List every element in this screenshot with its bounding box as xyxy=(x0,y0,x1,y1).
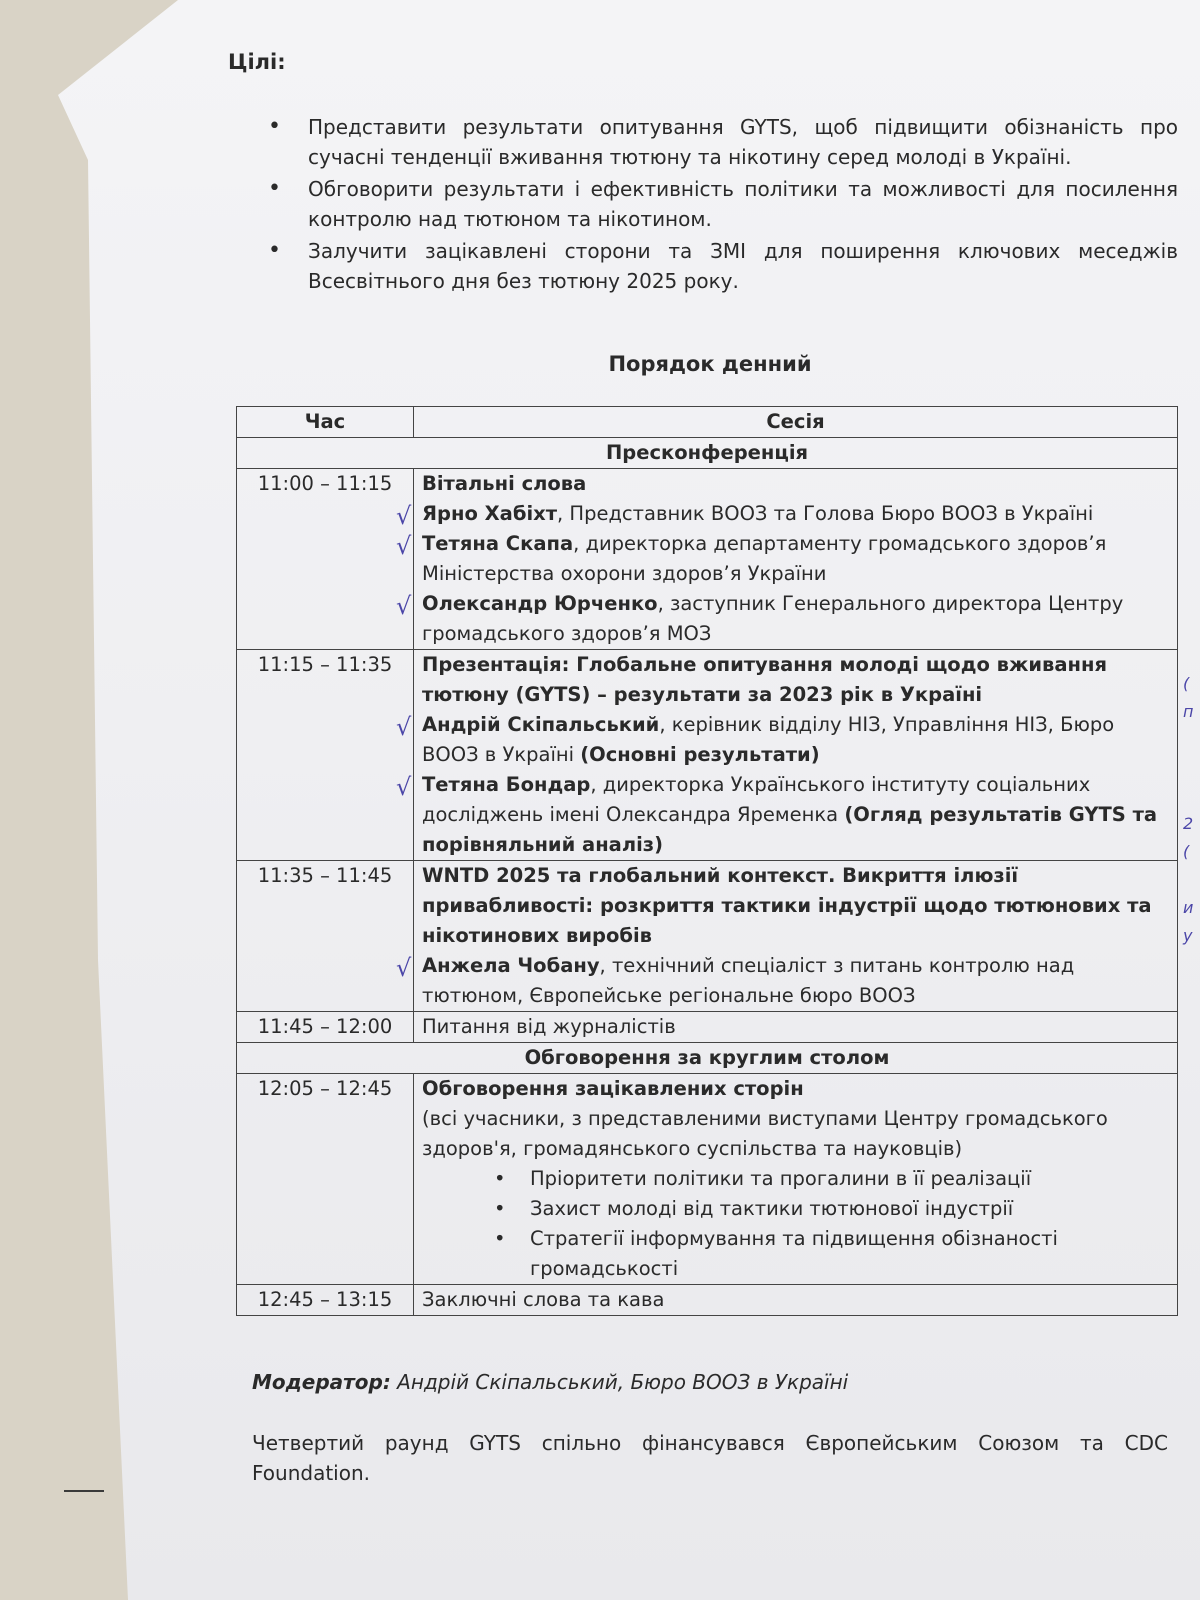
margin-mark: 2 xyxy=(1183,814,1194,833)
margin-mark xyxy=(1183,782,1193,810)
list-item: • Пріоритети політики та прогалини в її реалізації xyxy=(494,1164,1169,1194)
moderator-label: Модератор: xyxy=(252,1370,391,1394)
speaker xyxy=(396,589,1169,649)
speaker-note: (Огляд результатів GYTS та порівняльний аналіз) xyxy=(422,803,1158,856)
speaker-note: (Основні результати) xyxy=(580,743,820,766)
table-header-row xyxy=(237,407,1178,438)
speaker-role: , Представник ВООЗ та Голова Бюро ВООЗ в Україні xyxy=(557,502,1094,525)
speaker-role: , заступник Генерального директора Центру громадського здоров’я МОЗ xyxy=(422,592,1124,645)
handwritten-margin-notes xyxy=(1183,670,1193,950)
check-mark-icon: √ xyxy=(396,532,412,560)
check-mark-icon: √ xyxy=(396,502,412,530)
session-cell xyxy=(396,650,1178,861)
session-description: (всі учасники, з представленими виступами Центру громадського здоров'я, громадянського суспільства та науковців) xyxy=(422,1107,1108,1160)
speaker-name: Тетяна Скапа xyxy=(422,532,574,555)
speaker-name: Анжела Чобану xyxy=(422,954,600,977)
table-row xyxy=(237,1074,1178,1285)
list-item: • Захист молоді від тактики тютюнової індустрії xyxy=(494,1194,1169,1224)
section-round-table: Обговорення за круглим столом xyxy=(237,1043,1178,1074)
funding-note: Четвертий раунд GYTS спільно фінансувався Європейським Союзом та CDC Foundation. xyxy=(252,1431,1168,1485)
goals-heading: Цілі: xyxy=(228,50,286,74)
pen-stroke xyxy=(64,1490,104,1492)
agenda-table xyxy=(236,406,1178,1316)
speaker-name: Тетяна Бондар xyxy=(422,773,591,796)
speaker-name: Андрій Скіпальський xyxy=(422,713,660,736)
check-mark-icon: √ xyxy=(396,954,412,982)
moderator-text: Андрій Скіпальський, Бюро ВООЗ в Україні xyxy=(390,1370,849,1394)
session-cell: Питання від журналістів xyxy=(414,1012,1178,1043)
session-cell xyxy=(396,861,1178,1012)
session-title: WNTD 2025 та глобальний контекст. Викриття ілюзії привабливості: розкриття тактики індустрії щодо тютюнових та нікотинових виробів xyxy=(422,864,1152,947)
margin-mark: у xyxy=(1183,926,1193,945)
speaker-name: Ярно Хабіхт xyxy=(422,502,558,525)
speaker-role: , директорка департаменту громадського здоров’я Міністерства охорони здоров’я України xyxy=(422,532,1107,585)
session-title: Вітальні слова xyxy=(422,472,587,495)
speaker-role: , технічний спеціаліст з питань контролю над тютюном, Європейське регіональне бюро ВООЗ xyxy=(422,954,1075,1007)
margin-mark xyxy=(1183,866,1193,894)
margin-mark: п xyxy=(1183,702,1194,721)
speaker-role: , керівник відділу НІЗ, Управління НІЗ, Бюро ВООЗ в Україні xyxy=(422,713,1115,766)
topics-list xyxy=(422,1164,1169,1284)
goal-item: • Представити результати опитування GYTS, щоб підвищити обізнаність про сучасні тенденції вживання тютюну та нікотину серед молоді в Україні. xyxy=(268,112,1178,172)
speaker-role: , директорка Українського інституту соціальних досліджень імені Олександра Яременка xyxy=(422,773,1091,826)
goal-item: • Обговорити результати і ефективність політики та можливості для посилення контролю над тютюном та нікотином. xyxy=(268,174,1178,234)
table-row xyxy=(237,861,1178,1012)
goal-item: • Залучити зацікавлені сторони та ЗМІ для поширення ключових меседжів Всесвітнього дня без тютюну 2025 року. xyxy=(268,236,1178,296)
check-mark-icon: √ xyxy=(396,592,412,620)
table-row xyxy=(237,1012,1178,1043)
goals-list xyxy=(268,112,1178,298)
session-cell xyxy=(396,469,1178,650)
time-cell: 11:15 – 11:35 xyxy=(237,650,414,861)
speaker xyxy=(396,951,1169,1011)
list-item: • Стратегії інформування та підвищення обізнаності громадськості xyxy=(494,1224,1169,1284)
margin-mark xyxy=(1183,726,1193,754)
speaker xyxy=(396,770,1169,860)
margin-mark: ( xyxy=(1183,674,1190,693)
speaker xyxy=(396,499,1169,530)
section-row xyxy=(237,438,1178,469)
session-cell: Заключні слова та кава xyxy=(414,1285,1178,1316)
session-cell xyxy=(414,1074,1178,1285)
speaker xyxy=(396,529,1169,589)
speaker xyxy=(396,710,1169,770)
time-cell: 11:45 – 12:00 xyxy=(237,1012,414,1043)
moderator-line xyxy=(252,1370,848,1394)
header-session: Сесія xyxy=(414,407,1178,438)
section-row xyxy=(237,1043,1178,1074)
time-cell: 12:45 – 13:15 xyxy=(237,1285,414,1316)
time-cell: 12:05 – 12:45 xyxy=(237,1074,414,1285)
margin-mark: ( xyxy=(1183,842,1190,861)
table-row xyxy=(237,469,1178,650)
time-cell: 11:00 – 11:15 xyxy=(237,469,414,650)
check-mark-icon: √ xyxy=(396,773,412,801)
table-row xyxy=(237,650,1178,861)
section-press-conference: Пресконференція xyxy=(237,438,1178,469)
check-mark-icon: √ xyxy=(396,713,412,741)
table-row xyxy=(237,1285,1178,1316)
margin-mark xyxy=(1183,754,1193,782)
session-title: Обговорення зацікавлених сторін xyxy=(422,1077,804,1100)
session-title: Презентація: Глобальне опитування молоді щодо вживання тютюну (GYTS) – результати за 2023 рік в Україні xyxy=(422,653,1108,706)
time-cell: 11:35 – 11:45 xyxy=(237,861,414,1012)
header-time: Час xyxy=(237,407,414,438)
speaker-name: Олександр Юрченко xyxy=(422,592,658,615)
margin-mark: и xyxy=(1183,898,1194,917)
agenda-heading: Порядок денний xyxy=(608,352,812,376)
